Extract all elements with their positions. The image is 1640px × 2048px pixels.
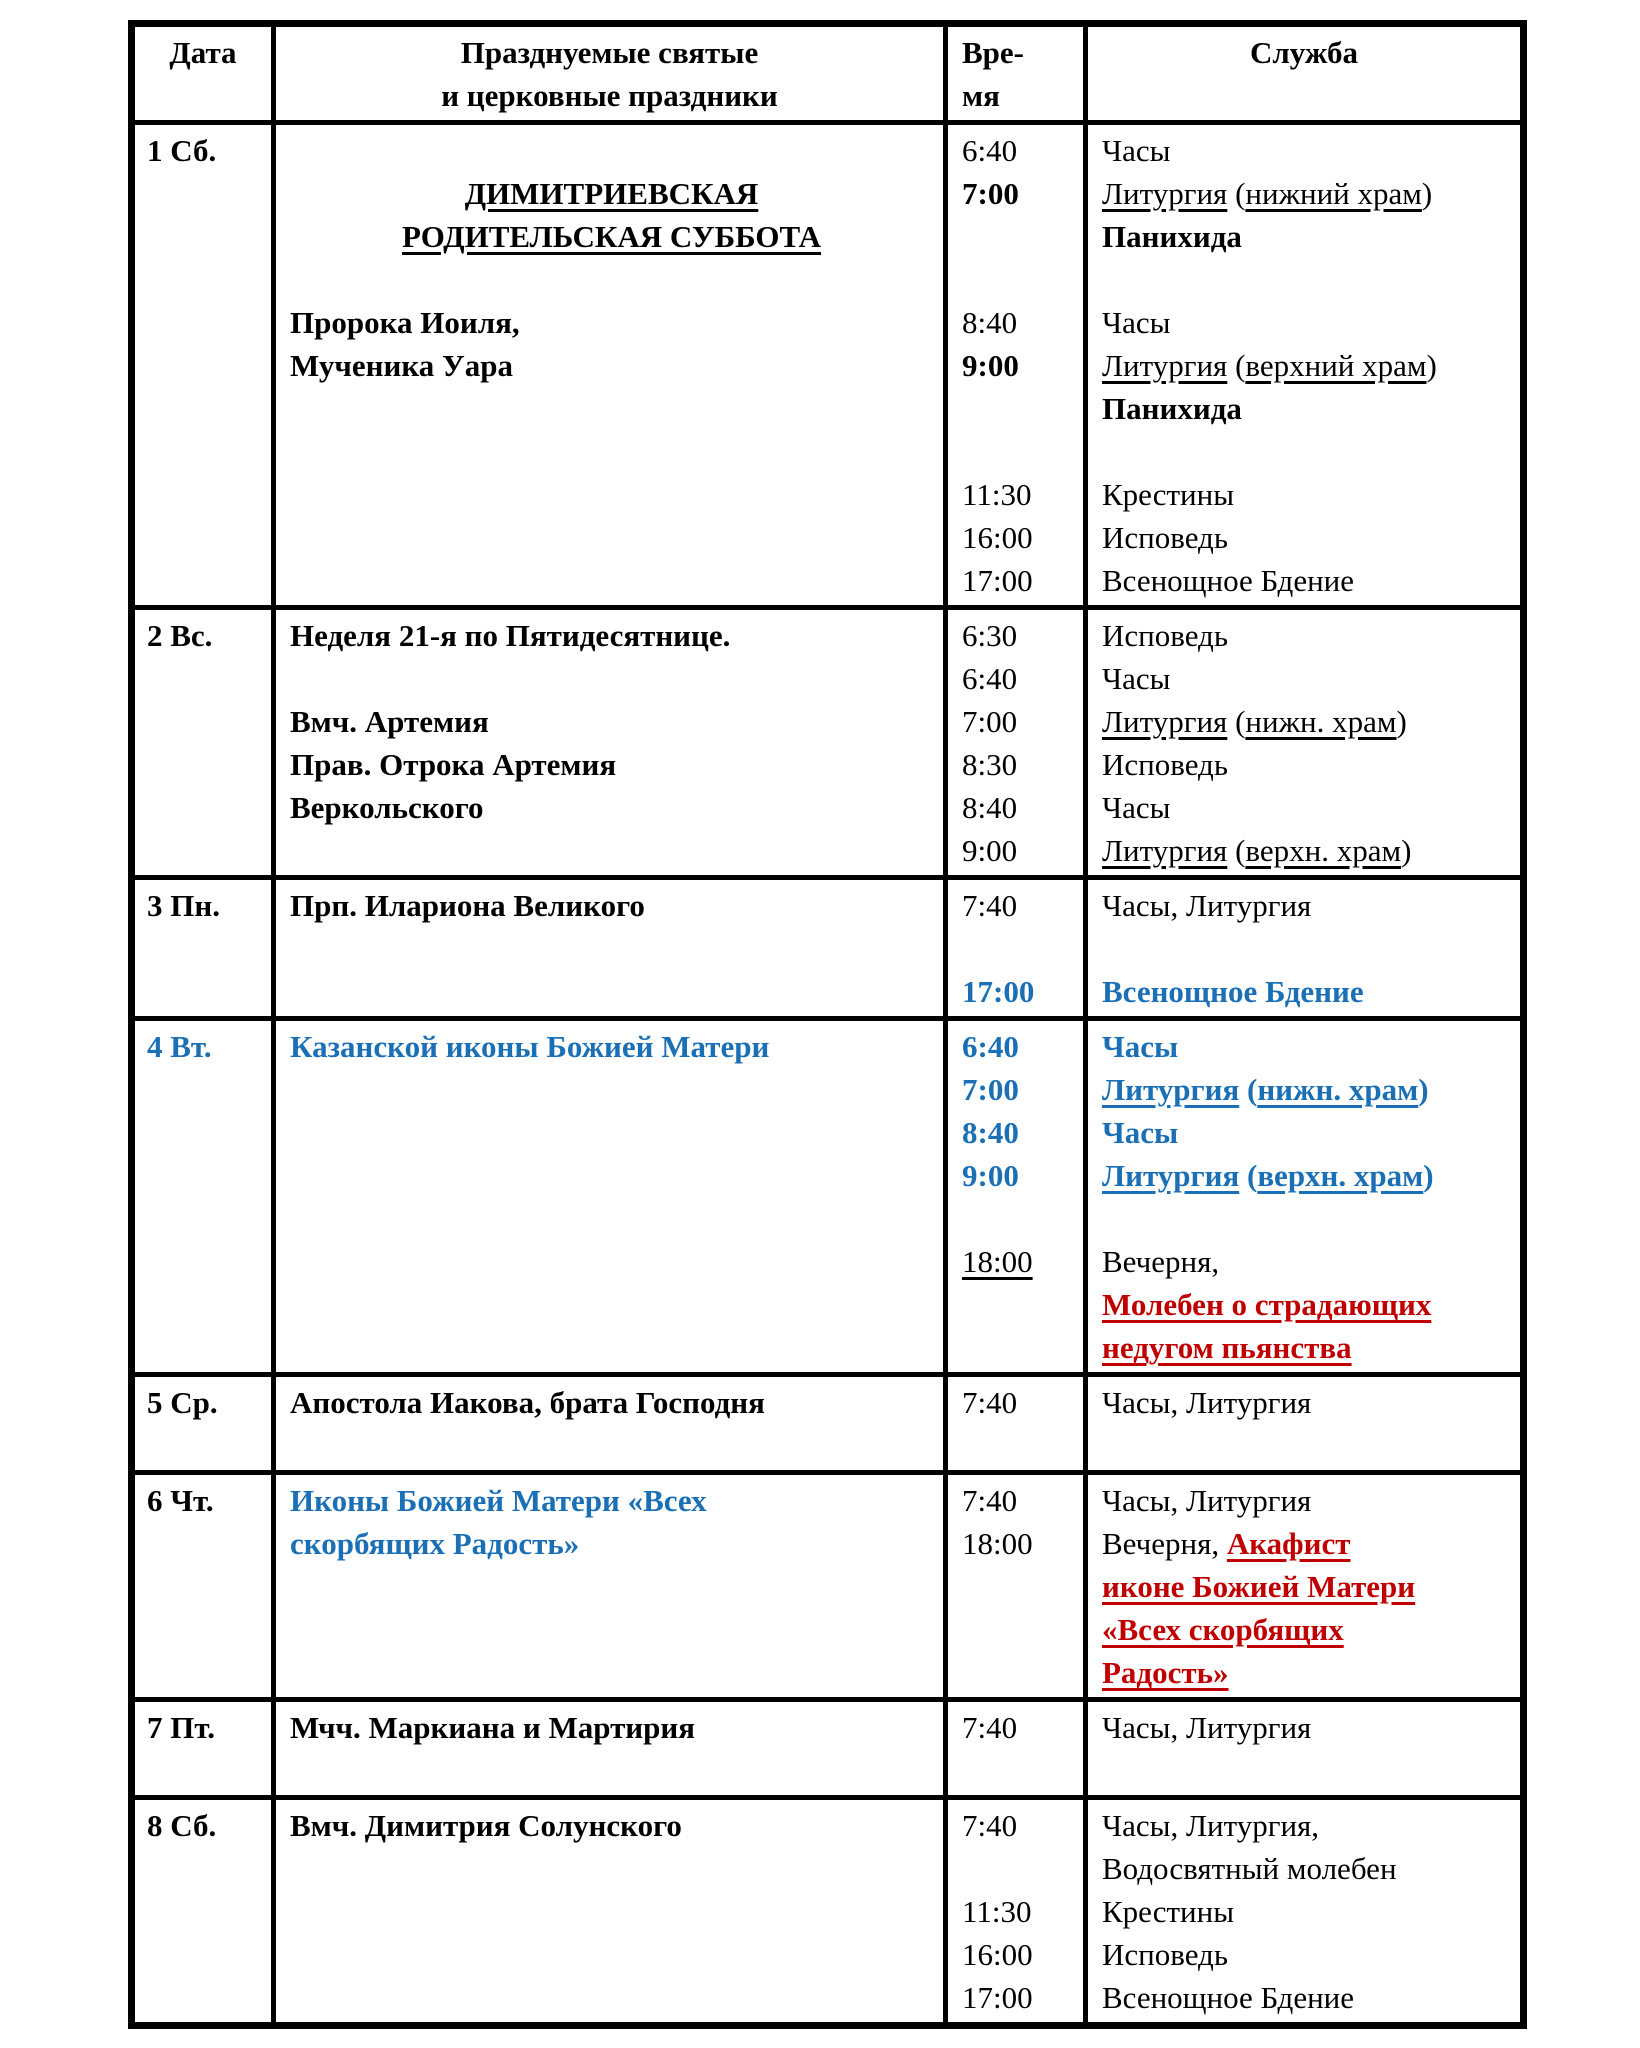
text-segment: ДИМИТРИЕВСКАЯ (464, 176, 759, 211)
text-segment: Часы, Литургия (1102, 1483, 1312, 1518)
text-line (1102, 786, 1510, 829)
time-cell (946, 1473, 1086, 1700)
text-line (1102, 1479, 1510, 1522)
text-line (290, 743, 933, 786)
col-header-service (1086, 24, 1524, 123)
text-segment: 7:40 (962, 1483, 1018, 1518)
text-line (962, 1479, 1073, 1522)
text-line (1102, 1847, 1510, 1890)
text-segment: верхний храм (1245, 348, 1427, 383)
table-row (132, 123, 1524, 608)
table-row (132, 1375, 1524, 1473)
text-segment: 6 Чт. (147, 1483, 214, 1518)
text-line (962, 1890, 1073, 1933)
text-segment: ) (1396, 704, 1407, 739)
saints-cell (274, 1375, 946, 1473)
text-segment: Радость» (1102, 1655, 1229, 1690)
date-cell (132, 608, 274, 878)
text-segment: 8:40 (962, 790, 1018, 825)
text-line (962, 1197, 1073, 1240)
text-segment: ) (1401, 833, 1412, 868)
text-line (1102, 1804, 1510, 1847)
date-cell (132, 1700, 274, 1798)
date-cell (132, 123, 274, 608)
service-cell (1086, 878, 1524, 1019)
text-line (1102, 559, 1510, 602)
text-line (147, 884, 261, 927)
text-segment: Часы (1102, 133, 1171, 168)
text-segment: Литургия (1102, 176, 1228, 211)
text-line (962, 215, 1073, 258)
text-line (962, 1424, 1073, 1467)
text-segment: 6:40 (962, 661, 1018, 696)
text-segment: Часы, Литургия, (1102, 1808, 1320, 1843)
text-segment: 7:00 (962, 1072, 1019, 1107)
time-cell (946, 1700, 1086, 1798)
text-line (962, 430, 1073, 473)
date-cell (132, 878, 274, 1019)
text-line (1102, 387, 1510, 430)
text-segment: Часы, Литургия (1102, 1385, 1312, 1420)
text-segment: нижн. храм (1257, 1072, 1419, 1107)
text-segment: 17:00 (962, 1980, 1033, 2015)
text-segment: 7:00 (962, 704, 1018, 739)
text-line (962, 884, 1073, 927)
text-segment: 7:00 (962, 176, 1019, 211)
text-line (290, 700, 933, 743)
text-segment: Часы (1102, 790, 1171, 825)
text-segment: нижний храм (1245, 176, 1422, 211)
text-segment: скорбящих Радость» (290, 1526, 580, 1561)
text-segment: ( (1227, 348, 1246, 383)
time-cell (946, 878, 1086, 1019)
text-segment: верхн. храм (1245, 833, 1402, 868)
text-line (1102, 1068, 1510, 1111)
text-segment: ( (1227, 704, 1246, 739)
text-line (962, 743, 1073, 786)
text-line (962, 829, 1073, 872)
text-line (1102, 970, 1510, 1013)
text-line (1102, 1025, 1510, 1068)
table-row (132, 1019, 1524, 1375)
text-segment: 6:40 (962, 1029, 1019, 1064)
text-segment: Часы (1102, 305, 1171, 340)
text-line (962, 1933, 1073, 1976)
table-row (132, 608, 1524, 878)
text-segment: ( (1227, 176, 1246, 211)
text-segment: ) (1418, 1072, 1429, 1107)
text-segment: Мчч. Маркиана и Мартирия (290, 1710, 696, 1745)
header-text: Вре- (962, 35, 1024, 70)
saints-cell (274, 1473, 946, 1700)
time-cell (946, 123, 1086, 608)
text-segment: Прп. Илариона Великого (290, 888, 645, 923)
time-cell (946, 1375, 1086, 1473)
text-line (962, 786, 1073, 829)
text-segment: 7 Пт. (147, 1710, 216, 1745)
text-segment: Пророка Иоиля, (290, 305, 520, 340)
text-segment: Панихида (1102, 219, 1242, 254)
text-line (962, 1381, 1073, 1424)
text-segment: Мученика Уара (290, 348, 513, 383)
text-line (1102, 700, 1510, 743)
text-segment: «Всех скорбящих (1102, 1612, 1344, 1647)
text-segment: РОДИТЕЛЬСКАЯ СУББОТА (401, 219, 822, 254)
text-segment: Крестины (1102, 1894, 1235, 1929)
text-line (962, 301, 1073, 344)
service-cell (1086, 608, 1524, 878)
text-line (962, 344, 1073, 387)
text-line (1102, 1154, 1510, 1197)
service-cell (1086, 1473, 1524, 1700)
text-line (1102, 430, 1510, 473)
text-line (1102, 344, 1510, 387)
text-line (962, 559, 1073, 602)
text-line (147, 614, 261, 657)
text-line (962, 1522, 1073, 1565)
saints-cell (274, 123, 946, 608)
text-line (290, 344, 933, 387)
service-cell (1086, 1700, 1524, 1798)
text-line (290, 1522, 933, 1565)
text-line (1102, 172, 1510, 215)
table-row (132, 1473, 1524, 1700)
text-segment: Крестины (1102, 477, 1235, 512)
text-segment: Всенощное Бдение (1102, 974, 1364, 1009)
text-segment: Часы, Литургия (1102, 888, 1312, 923)
text-line (1102, 1111, 1510, 1154)
text-line (1102, 829, 1510, 872)
service-cell (1086, 1798, 1524, 2026)
text-segment: Казанской иконы Божией Матери (290, 1029, 770, 1064)
text-segment: 18:00 (962, 1526, 1033, 1561)
text-segment: 7:40 (962, 1710, 1018, 1745)
text-segment: Исповедь (1102, 1937, 1228, 1972)
date-cell (132, 1019, 274, 1375)
text-line (290, 1706, 933, 1749)
text-line (1102, 657, 1510, 700)
text-segment: ( (1239, 1072, 1258, 1107)
text-line (290, 215, 933, 258)
text-line (290, 1804, 933, 1847)
text-line (1102, 1706, 1510, 1749)
text-segment: Исповедь (1102, 618, 1228, 653)
text-segment: 17:00 (962, 563, 1033, 598)
text-line (147, 129, 261, 172)
text-segment: ) (1421, 176, 1433, 211)
text-line (1102, 1565, 1510, 1608)
text-line (1102, 1283, 1510, 1326)
text-line (1102, 614, 1510, 657)
col-header-time (946, 24, 1086, 123)
text-segment: Иконы Божией Матери «Всех (290, 1483, 707, 1518)
text-segment: 4 Вт. (147, 1029, 212, 1064)
text-line (290, 129, 933, 172)
text-line (147, 1706, 261, 1749)
text-line (1102, 1240, 1510, 1283)
text-line (962, 614, 1073, 657)
text-segment: Литургия (1102, 833, 1228, 868)
text-line (147, 1025, 261, 1068)
text-line (290, 1025, 933, 1068)
text-line (962, 1240, 1073, 1283)
text-segment: 16:00 (962, 520, 1033, 555)
text-line (1102, 1933, 1510, 1976)
text-segment: 6:30 (962, 618, 1018, 653)
date-cell (132, 1375, 274, 1473)
text-line (290, 884, 933, 927)
text-segment: Вмч. Артемия (290, 704, 489, 739)
date-cell (132, 1798, 274, 2026)
text-line (962, 258, 1073, 301)
text-segment: Неделя 21-я по Пятидесятнице. (290, 618, 731, 653)
text-line (962, 1068, 1073, 1111)
text-segment: 17:00 (962, 974, 1035, 1009)
text-segment: Панихида (1102, 391, 1242, 426)
text-line (962, 473, 1073, 516)
schedule-table (128, 20, 1527, 2029)
text-segment: 8:40 (962, 305, 1018, 340)
text-line (1102, 1522, 1510, 1565)
text-segment: 1 Сб. (147, 133, 217, 168)
table-row (132, 878, 1524, 1019)
text-segment: Литургия (1102, 1158, 1240, 1193)
saints-cell (274, 608, 946, 878)
text-line (962, 970, 1073, 1013)
text-segment: Вечерня, (1102, 1526, 1227, 1561)
service-cell (1086, 1375, 1524, 1473)
text-segment: 9:00 (962, 833, 1018, 868)
text-segment: Апостола Иакова, брата Господня (290, 1385, 765, 1420)
header-row (132, 24, 1524, 123)
text-line (290, 172, 933, 215)
text-line (962, 1749, 1073, 1792)
text-segment: Часы (1102, 1029, 1179, 1064)
text-segment: ) (1423, 1158, 1434, 1193)
text-line (962, 657, 1073, 700)
text-line (962, 172, 1073, 215)
text-segment: 6:40 (962, 133, 1018, 168)
col-header-saints (274, 24, 946, 123)
text-line (962, 387, 1073, 430)
saints-cell (274, 878, 946, 1019)
text-segment: Прав. Отрока Артемия (290, 747, 617, 782)
col-header-date (132, 24, 274, 123)
text-line (290, 657, 933, 700)
text-segment: 7:40 (962, 888, 1018, 923)
text-segment: 8 Сб. (147, 1808, 217, 1843)
text-segment: 11:30 (962, 1894, 1032, 1929)
header-text: мя (962, 78, 1000, 113)
service-cell (1086, 1019, 1524, 1375)
text-segment: Литургия (1102, 1072, 1240, 1107)
text-line (290, 301, 933, 344)
text-line (1102, 1326, 1510, 1369)
text-segment: Всенощное Бдение (1102, 1980, 1355, 2015)
text-line (962, 927, 1073, 970)
text-segment: 7:40 (962, 1808, 1018, 1843)
text-segment: Вмч. Димитрия Солунского (290, 1808, 682, 1843)
text-line (962, 1154, 1073, 1197)
text-segment: Исповедь (1102, 520, 1228, 555)
text-line (1102, 743, 1510, 786)
text-line (1102, 301, 1510, 344)
header-text: Празднуемые святые (460, 35, 759, 70)
text-segment: Часы (1102, 1115, 1179, 1150)
text-line (962, 1025, 1073, 1068)
text-line (147, 1479, 261, 1522)
text-segment: 5 Ср. (147, 1385, 218, 1420)
text-line (290, 786, 933, 829)
text-segment: верхн. храм (1257, 1158, 1424, 1193)
text-segment: Молебен о страдающих (1102, 1287, 1432, 1322)
text-line (1102, 258, 1510, 301)
text-segment: ( (1239, 1158, 1258, 1193)
text-line (290, 258, 933, 301)
time-cell (946, 608, 1086, 878)
text-segment: 8:30 (962, 747, 1018, 782)
text-segment: Литургия (1102, 348, 1228, 383)
text-line (962, 1111, 1073, 1154)
text-segment: 9:00 (962, 1158, 1019, 1193)
text-line (962, 700, 1073, 743)
service-cell (1086, 123, 1524, 608)
text-line (1102, 129, 1510, 172)
schedule-body (132, 123, 1524, 2026)
table-row (132, 1798, 1524, 2026)
text-line (1102, 1976, 1510, 2019)
text-line (962, 516, 1073, 559)
text-segment: 8:40 (962, 1115, 1019, 1150)
text-line (962, 1706, 1073, 1749)
text-line (962, 1976, 1073, 2019)
text-line (962, 1804, 1073, 1847)
text-line (290, 1381, 933, 1424)
text-line (1102, 1197, 1510, 1240)
time-cell (946, 1019, 1086, 1375)
text-line (1102, 215, 1510, 258)
text-segment: ) (1426, 348, 1437, 383)
text-segment: ( (1227, 833, 1246, 868)
text-line (1102, 1651, 1510, 1694)
header-text: и церковные праздники (441, 78, 778, 113)
header-text: Служба (1250, 35, 1358, 70)
text-segment: 9:00 (962, 348, 1019, 383)
date-cell (132, 1473, 274, 1700)
text-line (962, 1847, 1073, 1890)
text-segment: 18:00 (962, 1244, 1033, 1279)
time-cell (946, 1798, 1086, 2026)
text-line (1102, 1608, 1510, 1651)
saints-cell (274, 1019, 946, 1375)
text-line (147, 1804, 261, 1847)
text-segment: Исповедь (1102, 747, 1228, 782)
text-segment: 11:30 (962, 477, 1032, 512)
text-line (1102, 473, 1510, 516)
text-line (1102, 884, 1510, 927)
text-segment: иконе Божией Матери (1102, 1569, 1416, 1604)
text-line (1102, 516, 1510, 559)
text-line (962, 129, 1073, 172)
text-line (1102, 1890, 1510, 1933)
table-row (132, 1700, 1524, 1798)
text-line (290, 1479, 933, 1522)
text-segment: Часы (1102, 661, 1171, 696)
text-segment: Всенощное Бдение (1102, 563, 1355, 598)
text-segment: 7:40 (962, 1385, 1018, 1420)
text-segment: Часы, Литургия (1102, 1710, 1312, 1745)
text-line (290, 614, 933, 657)
text-line (1102, 927, 1510, 970)
text-segment: Вечерня, (1102, 1244, 1220, 1279)
text-segment: недугом пьянства (1102, 1330, 1352, 1365)
saints-cell (274, 1798, 946, 2026)
text-line (147, 1381, 261, 1424)
text-segment: нижн. храм (1245, 704, 1397, 739)
text-segment: Акафист (1226, 1526, 1351, 1561)
text-segment: 2 Вс. (147, 618, 213, 653)
saints-cell (274, 1700, 946, 1798)
document-sheet (128, 20, 1527, 2029)
header-text: Дата (169, 35, 237, 70)
text-segment: Водосвятный молебен (1102, 1851, 1397, 1886)
text-segment: 3 Пн. (147, 888, 220, 923)
text-line (1102, 1381, 1510, 1424)
text-segment: Веркольского (290, 790, 484, 825)
text-segment: Литургия (1102, 704, 1228, 739)
text-segment: 16:00 (962, 1937, 1033, 1972)
